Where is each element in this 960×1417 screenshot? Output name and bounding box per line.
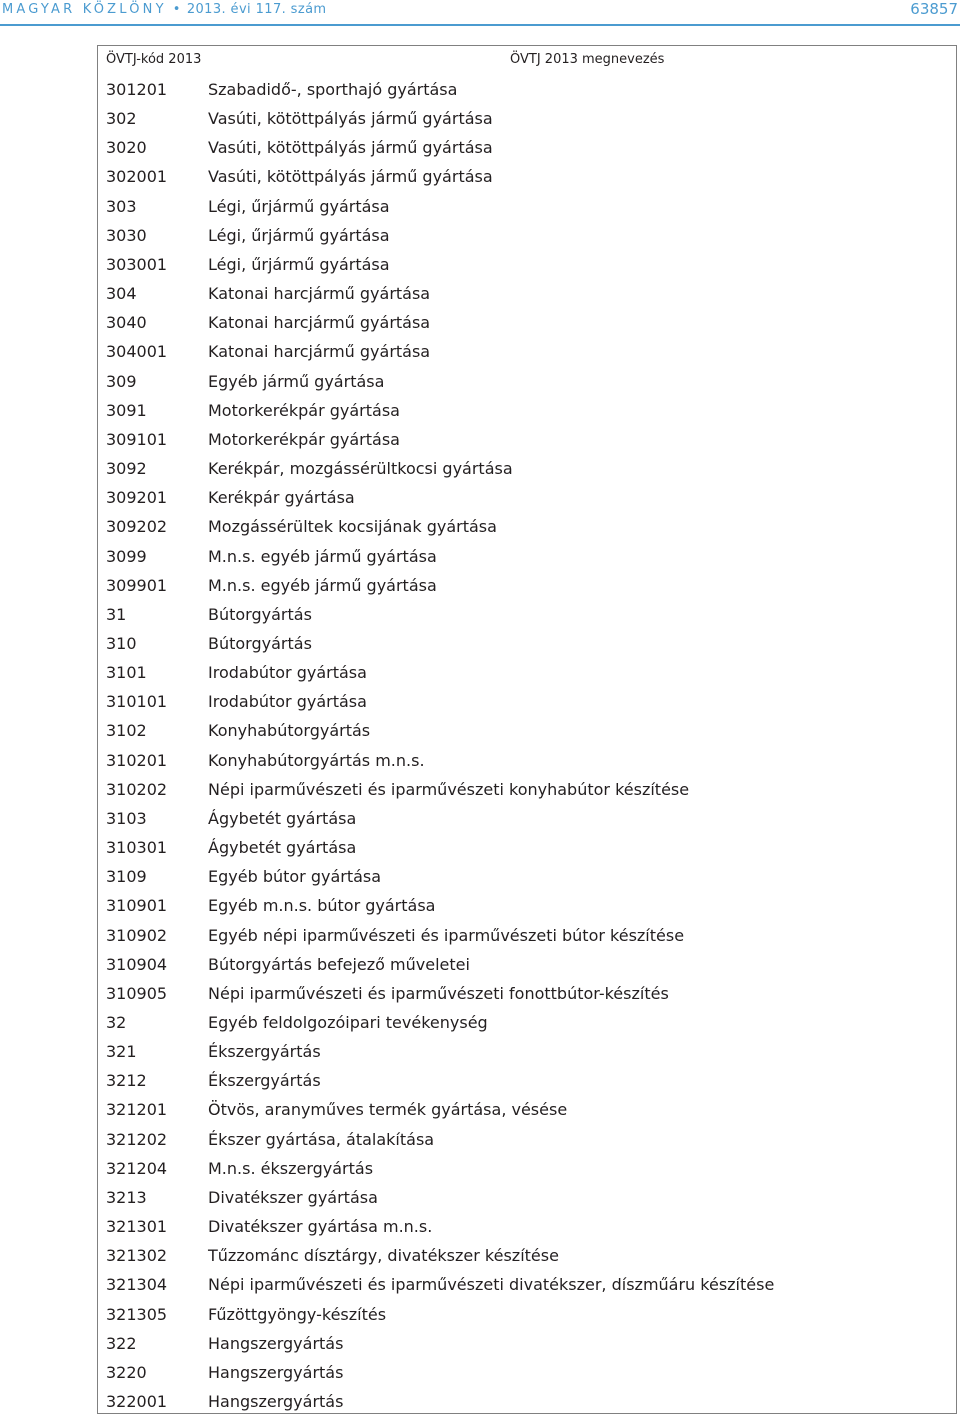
page-header bbox=[0, 0, 960, 26]
row-code: 310901 bbox=[106, 896, 168, 916]
page-number: 63857 bbox=[910, 0, 958, 18]
row-code: 321201 bbox=[106, 1100, 168, 1120]
table-row bbox=[98, 483, 956, 512]
row-code: 3109 bbox=[106, 867, 147, 887]
table-row bbox=[98, 454, 956, 483]
row-name: Népi iparművészeti és iparművészeti konyhabútor készítése bbox=[208, 779, 690, 799]
row-code: 321302 bbox=[106, 1246, 168, 1266]
row-name: Egyéb m.n.s. bútor gyártása bbox=[208, 896, 436, 916]
row-code: 3213 bbox=[106, 1187, 147, 1207]
table-row bbox=[98, 804, 956, 833]
issue-label: 2013. évi 117. szám bbox=[186, 2, 327, 17]
table-row bbox=[98, 396, 956, 425]
row-name: Konyhabútorgyártás m.n.s. bbox=[208, 750, 425, 770]
row-name: Kerékpár gyártása bbox=[208, 488, 355, 508]
table-row bbox=[98, 950, 956, 979]
table-row bbox=[98, 629, 956, 658]
table-row bbox=[98, 979, 956, 1008]
table-row bbox=[98, 1358, 956, 1387]
row-name: Ékszergyártás bbox=[208, 1042, 321, 1062]
row-code: 322001 bbox=[106, 1392, 168, 1412]
row-code: 309202 bbox=[106, 517, 168, 537]
row-name: Bútorgyártás bbox=[208, 633, 312, 653]
row-name: Katonai harcjármű gyártása bbox=[208, 342, 431, 362]
row-code: 32 bbox=[106, 1013, 127, 1032]
row-code: 3220 bbox=[106, 1362, 147, 1382]
row-code: 3020 bbox=[106, 138, 147, 158]
table-body bbox=[98, 75, 956, 1416]
row-name: Mozgássérültek kocsijának gyártása bbox=[208, 517, 497, 537]
table-row bbox=[98, 250, 956, 279]
journal-title: MAGYAR KÖZLÖNY bbox=[2, 2, 167, 17]
column-header-name: ÖVTJ 2013 megnevezés bbox=[510, 52, 665, 67]
row-code: 3099 bbox=[106, 546, 147, 566]
table-row bbox=[98, 279, 956, 308]
row-name: Hangszergyártás bbox=[208, 1362, 344, 1382]
table-row bbox=[98, 1300, 956, 1329]
table-row bbox=[98, 221, 956, 250]
table-row bbox=[98, 687, 956, 716]
row-name: Katonai harcjármű gyártása bbox=[208, 284, 431, 304]
row-name: Légi, űrjármű gyártása bbox=[208, 225, 390, 245]
table-row bbox=[98, 1183, 956, 1212]
table-row bbox=[98, 658, 956, 687]
table-row bbox=[98, 1241, 956, 1270]
table-row bbox=[98, 104, 956, 133]
row-code: 302001 bbox=[106, 167, 168, 187]
row-name: Motorkerékpár gyártása bbox=[208, 429, 400, 449]
table-row bbox=[98, 1270, 956, 1299]
table-row bbox=[98, 1095, 956, 1124]
row-name: Népi iparművészeti és iparművészeti divatékszer, díszműáru készítése bbox=[208, 1275, 775, 1295]
table-row bbox=[98, 1154, 956, 1183]
row-code: 3092 bbox=[106, 459, 147, 479]
table-row bbox=[98, 921, 956, 950]
classification-table bbox=[97, 45, 957, 1414]
row-name: Bútorgyártás befejező műveletei bbox=[208, 954, 470, 974]
row-name: Légi, űrjármű gyártása bbox=[208, 196, 390, 216]
row-name: M.n.s. egyéb jármű gyártása bbox=[208, 575, 437, 595]
row-code: 3212 bbox=[106, 1071, 147, 1091]
row-code: 301201 bbox=[106, 80, 168, 99]
row-name: Ágybetét gyártása bbox=[208, 838, 357, 858]
row-code: 321204 bbox=[106, 1158, 168, 1178]
bullet-separator: • bbox=[172, 2, 181, 17]
table-row bbox=[98, 133, 956, 162]
column-header-code: ÖVTJ-kód 2013 bbox=[106, 52, 202, 67]
row-name: Katonai harcjármű gyártása bbox=[208, 313, 431, 333]
row-name: Ékszer gyártása, átalakítása bbox=[208, 1129, 435, 1149]
row-name: Vasúti, kötöttpályás jármű gyártása bbox=[208, 167, 493, 187]
row-name: Ágybetét gyártása bbox=[208, 808, 357, 828]
row-code: 309 bbox=[106, 371, 137, 391]
row-code: 309201 bbox=[106, 488, 168, 508]
header-rule bbox=[0, 24, 960, 26]
row-code: 310905 bbox=[106, 983, 168, 1003]
row-code: 309101 bbox=[106, 429, 168, 449]
row-code: 321202 bbox=[106, 1129, 168, 1149]
row-code: 309901 bbox=[106, 575, 168, 595]
row-code: 310902 bbox=[106, 925, 168, 945]
row-name: Légi, űrjármű gyártása bbox=[208, 254, 390, 274]
row-name: Népi iparművészeti és iparművészeti fonottbútor-készítés bbox=[208, 983, 669, 1003]
row-name: Konyhabútorgyártás bbox=[208, 721, 371, 741]
row-code: 304 bbox=[106, 284, 137, 304]
table-row bbox=[98, 192, 956, 221]
row-code: 31 bbox=[106, 604, 127, 624]
table-row bbox=[98, 542, 956, 571]
row-code: 310202 bbox=[106, 779, 168, 799]
table-row bbox=[98, 716, 956, 745]
table-row bbox=[98, 1387, 956, 1416]
row-code: 303 bbox=[106, 196, 137, 216]
table-row bbox=[98, 75, 956, 104]
row-code: 3040 bbox=[106, 313, 147, 333]
row-name: Ötvös, aranyműves termék gyártása, vésése bbox=[208, 1100, 568, 1120]
row-name: Bútorgyártás bbox=[208, 604, 312, 624]
table-row bbox=[98, 1008, 956, 1037]
table-row bbox=[98, 1037, 956, 1066]
row-name: Hangszergyártás bbox=[208, 1333, 344, 1353]
table-row bbox=[98, 1066, 956, 1095]
row-code: 310101 bbox=[106, 692, 168, 712]
table-row bbox=[98, 512, 956, 541]
table-row bbox=[98, 425, 956, 454]
row-code: 3101 bbox=[106, 663, 147, 683]
row-code: 303001 bbox=[106, 254, 168, 274]
row-code: 310 bbox=[106, 633, 137, 653]
row-code: 321 bbox=[106, 1042, 137, 1062]
row-code: 310201 bbox=[106, 750, 168, 770]
row-name: M.n.s. ékszergyártás bbox=[208, 1158, 374, 1178]
row-code: 321304 bbox=[106, 1275, 168, 1295]
table-row bbox=[98, 775, 956, 804]
table-row bbox=[98, 891, 956, 920]
row-name: Divatékszer gyártása m.n.s. bbox=[208, 1217, 433, 1237]
row-code: 3103 bbox=[106, 808, 147, 828]
row-name: Vasúti, kötöttpályás jármű gyártása bbox=[208, 109, 493, 129]
row-name: Kerékpár, mozgássérültkocsi gyártása bbox=[208, 459, 513, 479]
row-name: Egyéb jármű gyártása bbox=[208, 371, 385, 391]
row-name: Szabadidő-, sporthajó gyártása bbox=[208, 80, 458, 99]
table-row bbox=[98, 862, 956, 891]
row-name: Vasúti, kötöttpályás jármű gyártása bbox=[208, 138, 493, 158]
table-row bbox=[98, 337, 956, 366]
row-name: Divatékszer gyártása bbox=[208, 1187, 378, 1207]
table-row bbox=[98, 367, 956, 396]
table-row bbox=[98, 1329, 956, 1358]
row-name: Fűzöttgyöngy-készítés bbox=[208, 1304, 387, 1324]
row-code: 3091 bbox=[106, 400, 147, 420]
table-row bbox=[98, 600, 956, 629]
table-row bbox=[98, 1125, 956, 1154]
row-code: 304001 bbox=[106, 342, 168, 362]
row-code: 310904 bbox=[106, 954, 168, 974]
running-header bbox=[2, 2, 327, 17]
row-name: Egyéb feldolgozóipari tevékenység bbox=[208, 1013, 488, 1032]
row-name: Irodabútor gyártása bbox=[208, 692, 367, 712]
row-name: Hangszergyártás bbox=[208, 1392, 344, 1412]
table-row bbox=[98, 746, 956, 775]
row-code: 3030 bbox=[106, 225, 147, 245]
row-code: 302 bbox=[106, 109, 137, 129]
row-name: Tűzzománc dísztárgy, divatékszer készítése bbox=[208, 1246, 559, 1266]
row-name: Irodabútor gyártása bbox=[208, 663, 367, 683]
row-code: 3102 bbox=[106, 721, 147, 741]
table-row bbox=[98, 162, 956, 191]
row-name: Ékszergyártás bbox=[208, 1071, 321, 1091]
table-row bbox=[98, 571, 956, 600]
row-name: Egyéb bútor gyártása bbox=[208, 867, 382, 887]
row-code: 322 bbox=[106, 1333, 137, 1353]
row-name: Egyéb népi iparművészeti és iparművészeti bútor készítése bbox=[208, 925, 685, 945]
row-name: M.n.s. egyéb jármű gyártása bbox=[208, 546, 437, 566]
table-row bbox=[98, 308, 956, 337]
row-code: 321305 bbox=[106, 1304, 168, 1324]
table-row bbox=[98, 1212, 956, 1241]
row-code: 321301 bbox=[106, 1217, 168, 1237]
row-name: Motorkerékpár gyártása bbox=[208, 400, 400, 420]
row-code: 310301 bbox=[106, 838, 168, 858]
table-row bbox=[98, 833, 956, 862]
